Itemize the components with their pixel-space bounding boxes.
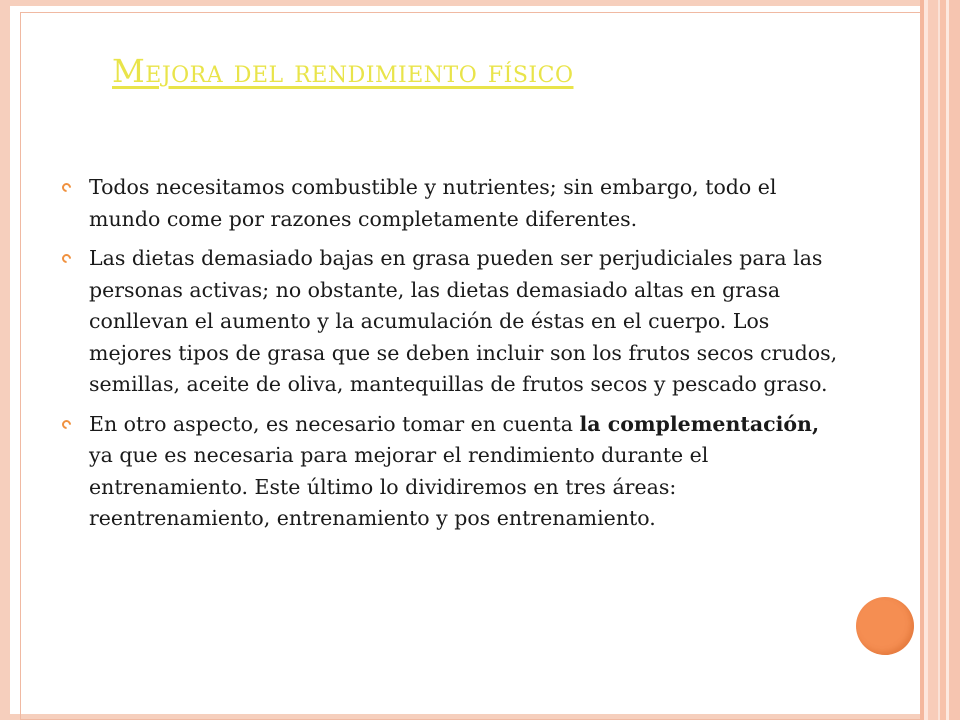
bullet-text-lead: En otro aspecto, es necesario tomar en cuenta — [89, 411, 580, 436]
orange-accent-circle — [856, 597, 914, 655]
stripe — [928, 0, 938, 720]
bullet-circle-icon — [60, 181, 73, 194]
stripe — [949, 0, 960, 720]
right-decorative-stripes — [920, 0, 960, 720]
bullet-item — [62, 243, 842, 401]
bullet-circle-icon — [60, 252, 73, 265]
bullet-list — [62, 172, 842, 543]
bullet-item — [62, 409, 842, 535]
bullet-text-bold: la complementación, — [579, 411, 820, 436]
bullet-text-trail: ya que es necesaria para mejorar el rendimiento durante el entrenamiento. Este último lo dividiremos en tres áreas: reentrenamiento, entrenamiento y pos entrenamiento. — [89, 443, 709, 530]
bullet-text: Todos necesitamos combustible y nutrientes; sin embargo, todo el mundo come por razones completamente diferentes. — [89, 175, 777, 231]
slide-title: Mejora del rendimiento físico — [112, 52, 574, 90]
bullet-item — [62, 172, 842, 235]
bullet-text: Las dietas demasiado bajas en grasa pueden ser perjudiciales para las personas activas; no obstante, las dietas demasiado altas en grasa conllevan el aumento y la acumulación de éstas en el cuerpo. Los mejores tipos de grasa que se deben incluir son los frutos secos crudos, semillas, aceite de oliva, mantequillas de frutos secos y pescado graso. — [89, 246, 838, 396]
bullet-circle-icon — [60, 418, 73, 431]
